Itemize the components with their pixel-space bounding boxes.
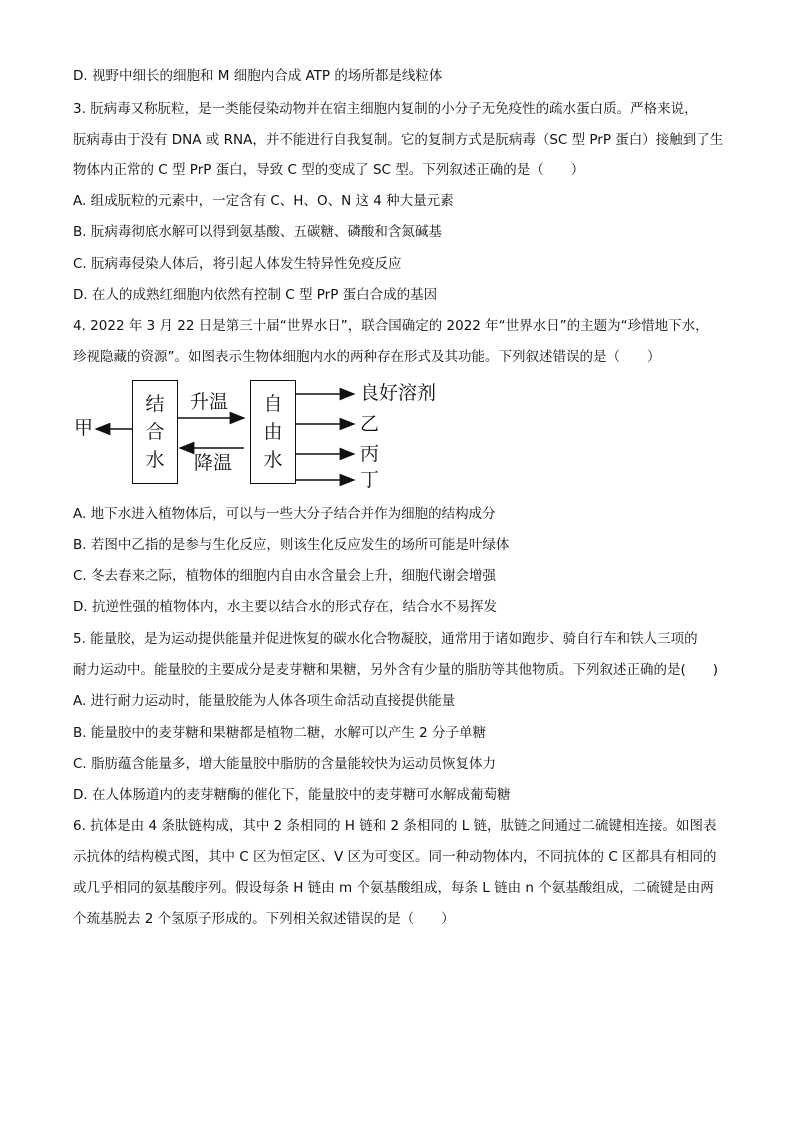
- solvent-label: 良好溶剂: [360, 382, 437, 404]
- option-line: C. 冬去春来之际，植物体的细胞内自由水含量会上升，细胞代谢会增强: [73, 568, 497, 584]
- yi-label: 乙: [360, 413, 380, 435]
- cool-down-label: 降温: [194, 452, 233, 474]
- bound-water-box: [132, 380, 178, 484]
- question-3-text: 物体内正常的 C 型 PrP 蛋白，导致 C 型的变成了 SC 型。下列叙述正确的是（ ）: [73, 162, 585, 178]
- question-6-text: 6. 抗体是由 4 条肽链构成，其中 2 条相同的 H 链和 2 条相同的 L 链，肽链之间通过二硫键相连接。如图表: [73, 818, 717, 834]
- option-line: D. 视野中细长的细胞和 M 细胞内合成 ATP 的场所都是线粒体: [73, 68, 443, 84]
- question-5-text: 5. 能量胶，是为运动提供能量并促进恢复的碳水化合物凝胶，通常用于诸如跑步、骑自行车和铁人三项的: [73, 631, 698, 647]
- option-line: D. 在人体肠道内的麦芽糖酶的催化下，能量胶中的麦芽糖可水解成葡萄糖: [73, 787, 511, 803]
- option-line: A. 组成朊粒的元素中，一定含有 C、H、O、N 这 4 种大量元素: [73, 193, 454, 209]
- question-3-text: 3. 朊病毒又称朊粒，是一类能侵染动物并在宿主细胞内复制的小分子无免疫性的疏水蛋白质。严格来说，: [73, 101, 698, 117]
- option-line: C. 脂肪蕴含能量多，增大能量胶中脂肪的含量能较快为运动员恢复体力: [73, 756, 497, 772]
- heat-up-label: 升温: [190, 391, 229, 413]
- bing-label: 丙: [360, 443, 380, 465]
- option-line: D. 抗逆性强的植物体内，水主要以结合水的形式存在，结合水不易挥发: [73, 599, 497, 615]
- water-forms-diagram: [70, 376, 470, 496]
- option-line: C. 朊病毒侵染人体后，将引起人体发生特异性免疫反应: [73, 256, 402, 272]
- question-5-text: 耐力运动中。能量胶的主要成分是麦芽糖和果糖，另外含有少量的脂肪等其他物质。下列叙述正确的是( ): [73, 662, 719, 678]
- option-line: B. 若图中乙指的是参与生化反应，则该生化反应发生的场所可能是叶绿体: [73, 537, 510, 553]
- question-4-text: 珍视隐藏的资源”。如图表示生物体细胞内水的两种存在形式及其功能。下列叙述错误的是（ ）: [73, 349, 661, 365]
- question-6-text: 示抗体的结构模式图，其中 C 区为恒定区、V 区为可变区。同一种动物体内，不同抗体的 C 区都具有相同的: [73, 849, 717, 865]
- free-water-box: [250, 380, 296, 484]
- free-water-char: 水: [263, 449, 283, 471]
- question-6-text: 个巯基脱去 2 个氢原子形成的。下列相关叙述错误的是（ ）: [73, 911, 455, 927]
- option-line: A. 地下水进入植物体后，可以与一些大分子结合并作为细胞的结构成分: [73, 506, 496, 522]
- ding-label: 丁: [360, 469, 380, 491]
- bound-water-char: 合: [145, 421, 165, 443]
- option-line: D. 在人的成熟红细胞内依然有控制 C 型 PrP 蛋白合成的基因: [73, 287, 438, 303]
- question-3-text: 朊病毒由于没有 DNA 或 RNA，并不能进行自我复制。它的复制方式是朊病毒（SC 型 PrP 蛋白）接触到了生: [73, 132, 724, 148]
- option-line: A. 进行耐力运动时，能量胶能为人体各项生命活动直接提供能量: [73, 693, 456, 709]
- bound-water-char: 结: [145, 393, 165, 415]
- option-line: B. 朊病毒彻底水解可以得到氨基酸、五碳糖、磷酸和含氮碱基: [73, 224, 442, 240]
- jia-label: 甲: [74, 417, 94, 439]
- question-6-text: 或几乎相同的氨基酸序列。假设每条 H 链由 m 个氨基酸组成，每条 L 链由 n 个氨基酸组成，二硫键是由两: [73, 880, 714, 896]
- question-4-text: 4. 2022 年 3 月 22 日是第三十届“世界水日”，联合国确定的 2022 年“世界水日”的主题为“珍惜地下水，: [73, 318, 709, 334]
- free-water-char: 自: [263, 393, 283, 415]
- option-line: B. 能量胶中的麦芽糖和果糖都是植物二糖，水解可以产生 2 分子单糖: [73, 725, 487, 741]
- bound-water-char: 水: [145, 449, 165, 471]
- free-water-char: 由: [263, 421, 283, 443]
